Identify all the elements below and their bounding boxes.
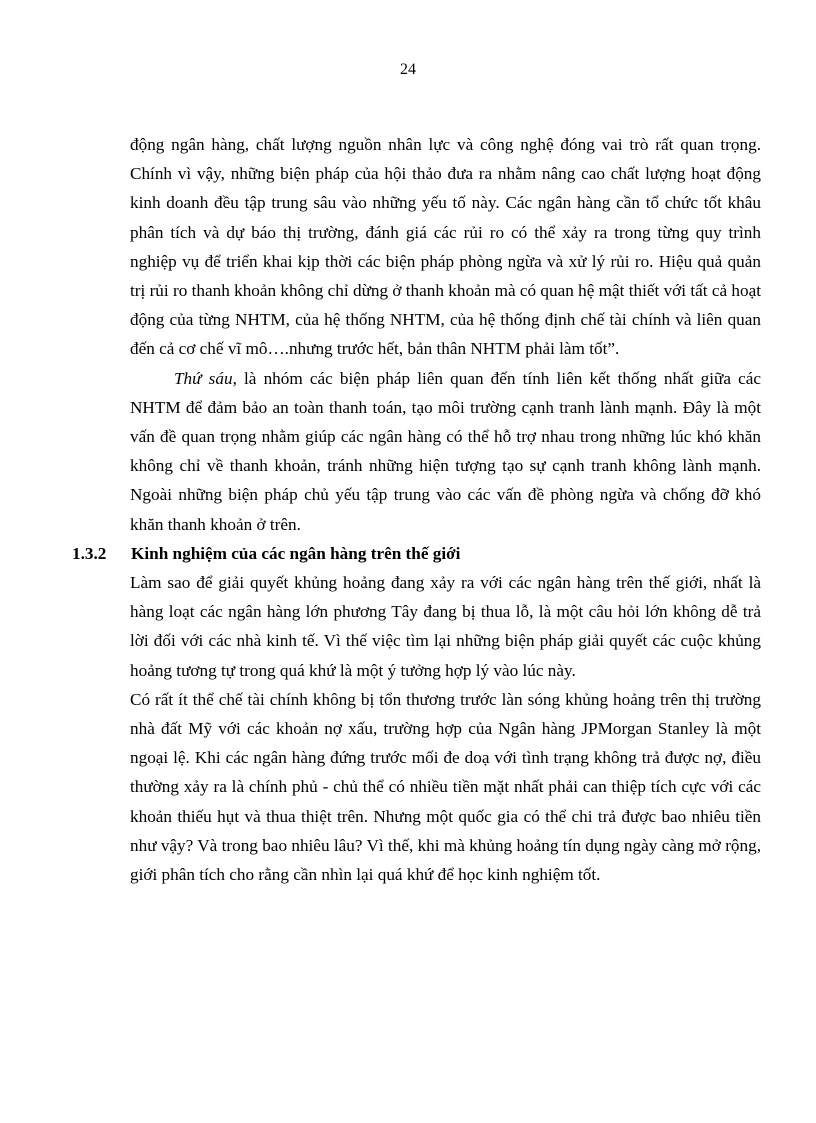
paragraph-intro: Làm sao để giải quyết khủng hoảng đang xảy ra với các ngân hàng trên thế giới, nhất là hàng loạt các ngân hàng lớn phương Tây đang bị thua lỗ, là một câu hỏi lớn không dễ trả lời đối với các nhà kinh tế. Vì thế việc tìm lại những biện pháp giải quyết các cuộc khủng hoảng tương tự trong quá khứ là một ý tưởng hợp lý vào lúc này. bbox=[130, 573, 761, 680]
section-heading bbox=[72, 539, 761, 568]
paragraph-text: , là nhóm các biện pháp liên quan đến tính liên kết thống nhất giữa các NHTM để đảm bảo an toàn thanh toán, tạo môi trường cạnh tranh lành mạnh. Đây là một vấn đề quan trọng nhằm giúp các ngân hàng có thể hỗ trợ nhau trong những lúc khó khăn không chỉ về thanh khoản, tránh những hiện tượng tạo sự cạnh tranh không lành mạnh. Ngoài những biện pháp chủ yếu tập trung vào các vấn đề phòng ngừa và chống đỡ khó khăn thanh khoản ở trên. bbox=[130, 368, 762, 534]
paragraph-lead-italic: Thứ sáu bbox=[174, 368, 233, 388]
paragraph-analysis: Có rất ít thể chế tài chính không bị tổn thương trước làn sóng khủng hoảng trên thị trường nhà đất Mỹ với các khoản nợ xấu, trường hợp của Ngân hàng JPMorgan Stanley là một ngoại lệ. Khi các ngân hàng đứng trước mối đe doạ với tình trạng không trả được nợ, điều thường xảy ra là chính phủ - chủ thể có nhiều tiền mặt nhất phải can thiệp tích cực với các khoản thiếu hụt và thua thiệt trên. Nhưng một quốc gia có thể chi trả được bao nhiêu tiền như vậy? Và trong bao nhiêu lâu? Vì thế, khi mà khủng hoảng tín dụng ngày càng mở rộng, giới phân tích cho rằng cần nhìn lại quá khứ để học kinh nghiệm tốt. bbox=[130, 689, 761, 885]
section-title: Kinh nghiệm của các ngân hàng trên thế giới bbox=[131, 543, 461, 563]
page-body bbox=[72, 130, 762, 889]
section-number: 1.3.2 bbox=[72, 543, 107, 563]
paragraph-continued: động ngân hàng, chất lượng nguồn nhân lực và công nghệ đóng vai trò rất quan trọng. Chính vì vậy, những biện pháp của hội thảo đưa ra nhằm nâng cao chất lượng hoạt động kinh doanh đều tập trung sâu vào những yếu tố này. Các ngân hàng cần tổ chức tốt khâu phân tích và dự báo thị trường, đánh giá các rủi ro có thể xảy ra trong từng quy trình nghiệp vụ để triển khai kịp thời các biện pháp phòng ngừa và xử lý rủi ro. Hiệu quả quản trị rủi ro thanh khoản không chỉ dừng ở thanh khoản mà có quan hệ mật thiết với tất cả hoạt động của từng NHTM, của hệ thống NHTM, của hệ thống định chế tài chính và liên quan đến cả cơ chế vĩ mô….nhưng trước hết, bản thân NHTM phải làm tốt”. bbox=[130, 135, 761, 359]
page-number: 24 bbox=[400, 61, 416, 78]
paragraph-thu-sau bbox=[130, 364, 761, 539]
